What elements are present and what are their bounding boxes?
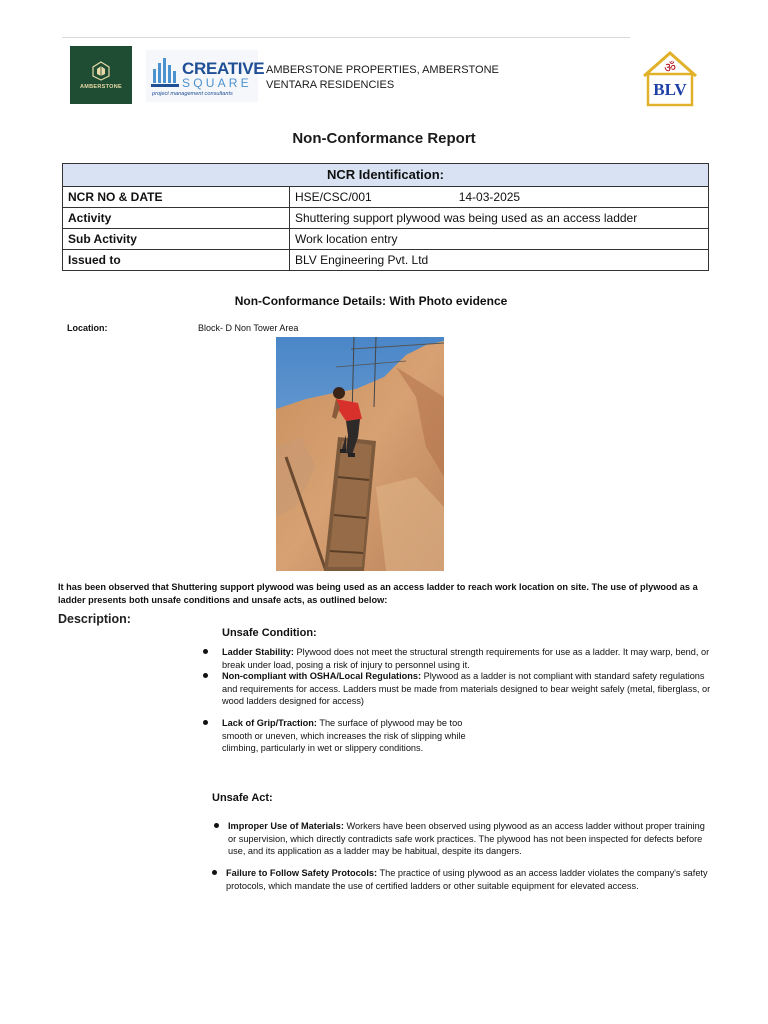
list-item-title: Non-compliant with OSHA/Local Regulations: bbox=[222, 671, 422, 681]
om-symbol-icon: ॐ bbox=[664, 60, 676, 75]
ncr-no-value-cell bbox=[290, 187, 709, 208]
ncr-number: HSE/CSC/001 bbox=[295, 190, 372, 204]
ncr-identification-heading: NCR Identification: bbox=[63, 164, 709, 187]
sub-activity-label: Sub Activity bbox=[63, 229, 290, 250]
list-item-text: Workers have been observed using plywood as an access ladder without proper training or supervision, which directly contradicts safe work practices. The plywood has not been inspected for defects before use, and its application as a ladder may be habitual, despite its dangers. bbox=[228, 821, 705, 857]
list-item bbox=[222, 717, 472, 755]
amberstone-logo bbox=[70, 46, 132, 104]
ncr-date: 14-03-2025 bbox=[458, 190, 521, 204]
list-item bbox=[222, 670, 720, 708]
list-item-title: Ladder Stability: bbox=[222, 647, 294, 657]
description-heading: Description: bbox=[58, 612, 131, 626]
list-item bbox=[226, 867, 718, 892]
bullet-icon bbox=[214, 823, 219, 828]
location-label: Location: bbox=[67, 323, 108, 333]
company-name-line1: AMBERSTONE PROPERTIES, AMBERSTONE bbox=[266, 64, 499, 76]
details-heading: Non-Conformance Details: With Photo evidence bbox=[234, 294, 508, 308]
list-item-text: The surface of plywood may be too smooth or uneven, which increases the risk of slipping while climbing, particularly in wet or slippery conditions. bbox=[222, 718, 466, 754]
amberstone-logo-text: AMBERSTONE bbox=[79, 83, 122, 90]
ncr-no-label: NCR NO & DATE bbox=[63, 187, 290, 208]
page-title: Non-Conformance Report bbox=[292, 130, 476, 147]
company-name bbox=[266, 63, 506, 93]
creative-square-logo bbox=[146, 50, 265, 102]
bullet-icon bbox=[203, 649, 208, 654]
header-divider bbox=[62, 37, 630, 38]
sub-activity-value: Work location entry bbox=[290, 229, 709, 250]
company-name-line2: VENTARA RESIDENCIES bbox=[266, 79, 395, 91]
ncr-identification-table bbox=[62, 163, 709, 271]
list-item-title: Lack of Grip/Traction: bbox=[222, 718, 317, 728]
creative-square-line2: SQUARE bbox=[182, 76, 252, 90]
list-item-text: The practice of using plywood as an access ladder violates the company's safety protocols, which mandate the use of certified ladders or other suitable equipment for elevated access. bbox=[226, 868, 708, 891]
issued-to-value: BLV Engineering Pvt. Ltd bbox=[290, 250, 709, 271]
observation-text: It has been observed that Shuttering support plywood was being used as an access ladder to reach work location on site. The use of plywood as a ladder presents both unsafe conditions and unsafe acts, as outlined below: bbox=[58, 582, 698, 605]
list-item-title: Failure to Follow Safety Protocols: bbox=[226, 868, 378, 878]
unsafe-condition-heading: Unsafe Condition: bbox=[222, 627, 317, 639]
table-row bbox=[63, 208, 709, 229]
unsafe-act-heading: Unsafe Act: bbox=[212, 792, 273, 804]
list-item bbox=[228, 820, 714, 858]
list-item-title: Improper Use of Materials: bbox=[228, 821, 344, 831]
table-row bbox=[63, 250, 709, 271]
location-value: Block- D Non Tower Area bbox=[198, 323, 299, 333]
list-item bbox=[222, 646, 718, 671]
blv-logo bbox=[641, 50, 699, 108]
table-row bbox=[63, 229, 709, 250]
table-header-row bbox=[63, 164, 709, 187]
photo-evidence-image bbox=[276, 337, 444, 571]
list-item-text: Plywood as a ladder is not compliant with standard safety regulations and requirements for access. Ladders must be made from materials designed to bear weight safely (metal, fiberglass, or wood ladders designed for access) bbox=[222, 671, 711, 707]
activity-label: Activity bbox=[63, 208, 290, 229]
blv-logo-text: BLV bbox=[653, 80, 687, 99]
bullet-icon bbox=[203, 720, 208, 725]
table-row bbox=[63, 187, 709, 208]
issued-to-label: Issued to bbox=[63, 250, 290, 271]
amberstone-emblem-icon bbox=[91, 61, 111, 81]
bar-chart-icon bbox=[151, 55, 181, 89]
list-item-text: Plywood does not meet the structural strength requirements for use as a ladder. It may warp, bend, or break under load, posing a risk of injury to personnel using it. bbox=[222, 647, 710, 670]
creative-square-line1: CREATIVE bbox=[182, 59, 265, 78]
bullet-icon bbox=[203, 673, 208, 678]
creative-square-tagline: project management consultants bbox=[152, 91, 233, 97]
activity-value: Shuttering support plywood was being used as an access ladder bbox=[290, 208, 709, 229]
bullet-icon bbox=[212, 870, 217, 875]
